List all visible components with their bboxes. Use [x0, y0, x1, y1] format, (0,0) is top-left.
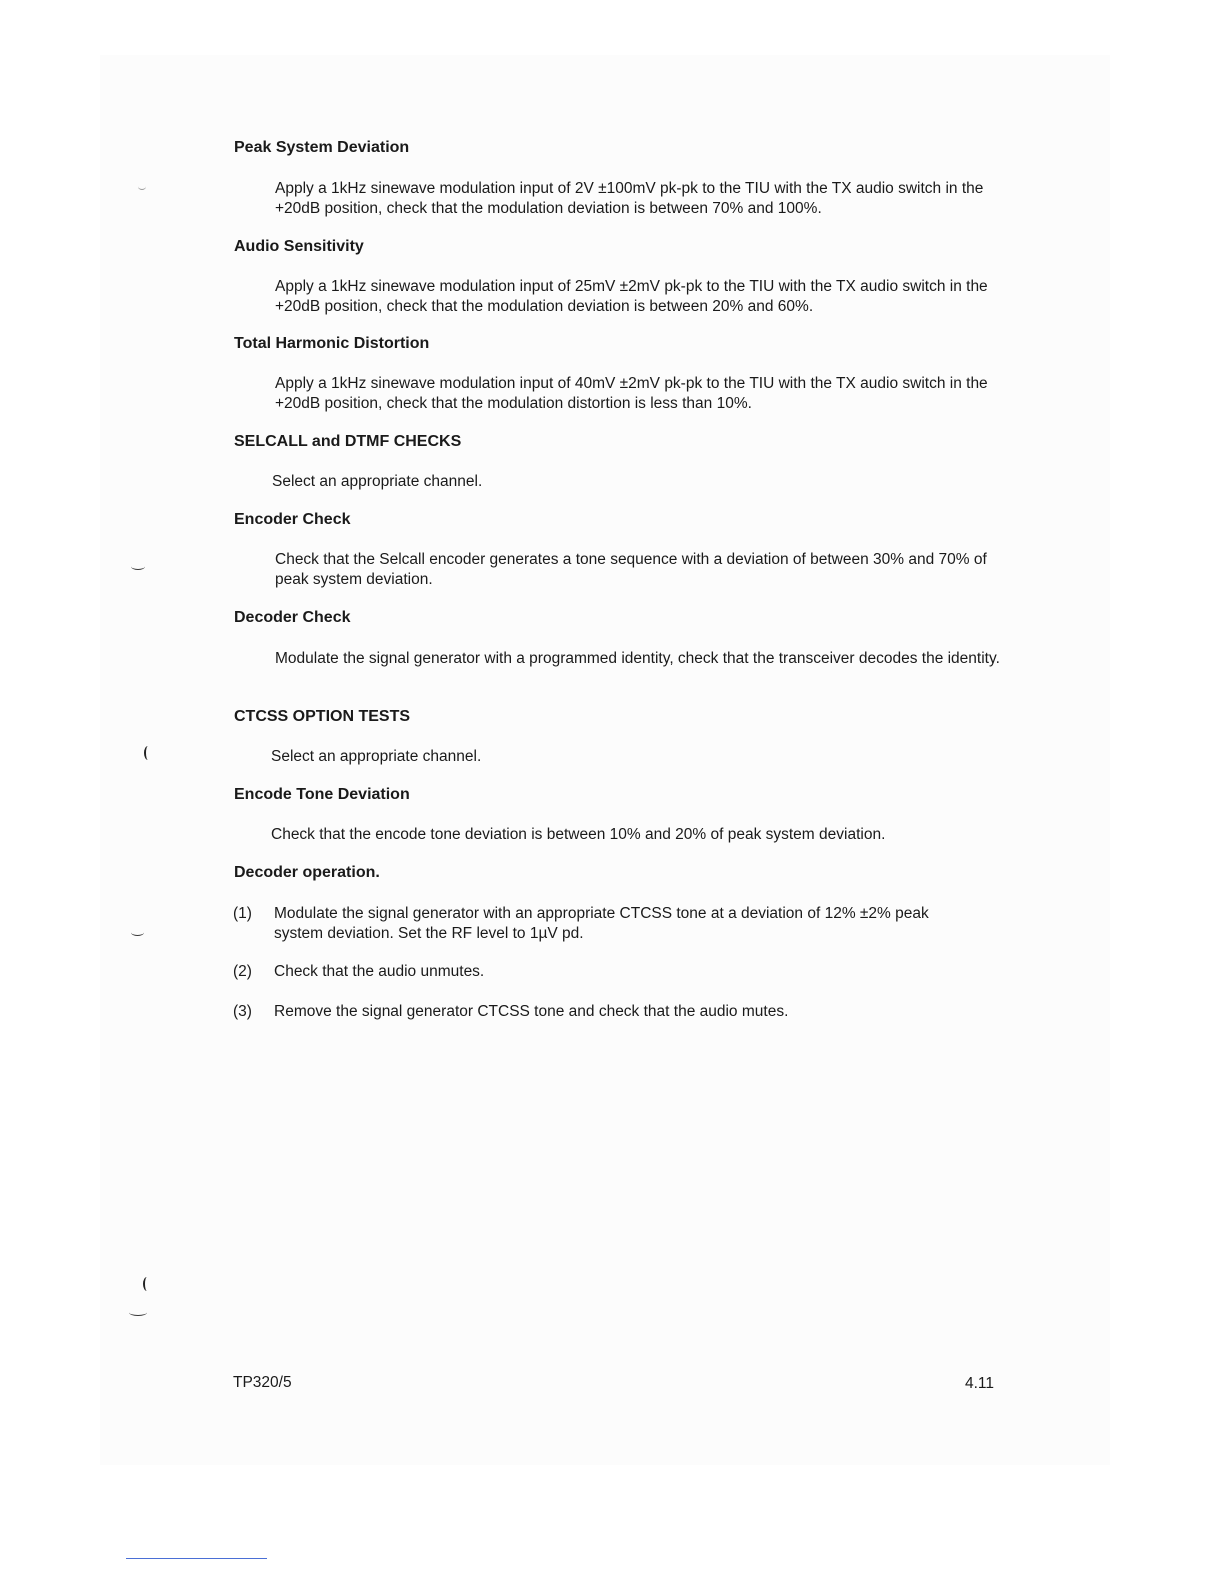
bottom-rule [126, 1558, 267, 1559]
binding-mark [131, 929, 144, 936]
section-heading: Encode Tone Deviation [234, 786, 410, 803]
binding-mark [131, 563, 145, 570]
section-heading: CTCSS OPTION TESTS [234, 708, 411, 725]
footer-doc-id: TP320/5 [233, 1374, 292, 1391]
section-body: Modulate the signal generator with a programmed identity, check that the transceiver decodes the identity. [275, 650, 1000, 667]
step-number: (2) [233, 963, 252, 980]
section-heading: Decoder operation. [234, 864, 380, 881]
section-body: Select an appropriate channel. [272, 473, 483, 490]
section-body: Apply a 1kHz sinewave modulation input of 25mV ±2mV pk-pk to the TIU with the TX audio switch in the +20dB position, check that the modulation deviation is between 20% and 60%. [275, 278, 988, 315]
footer-page-number: 4.11 [965, 1375, 995, 1392]
step-text: Remove the signal generator CTCSS tone and check that the audio mutes. [274, 1003, 789, 1020]
section-heading: Encoder Check [234, 511, 351, 528]
section-heading: Peak System Deviation [234, 139, 410, 156]
section-heading: Total Harmonic Distortion [234, 335, 430, 352]
section-body: Select an appropriate channel. [271, 748, 482, 765]
step-number: (3) [233, 1003, 252, 1020]
section-body: Check that the encode tone deviation is between 10% and 20% of peak system deviation. [271, 826, 886, 843]
section-body: Check that the Selcall encoder generates a tone sequence with a deviation of between 30% and 70% of peak system deviation. [275, 551, 987, 588]
step-text: Check that the audio unmutes. [274, 963, 485, 980]
section-heading: SELCALL and DTMF CHECKS [234, 433, 462, 450]
binding-mark [129, 1309, 147, 1316]
step-text: Modulate the signal generator with an appropriate CTCSS tone at a deviation of 12% ±2% peak system deviation. Set the RF level to 1µV pd. [274, 905, 929, 942]
binding-mark [143, 1277, 151, 1291]
section-body: Apply a 1kHz sinewave modulation input of 40mV ±2mV pk-pk to the TIU with the TX audio switch in the +20dB position, check that the modulation distortion is less than 10%. [275, 375, 988, 412]
step-number: (1) [233, 905, 252, 922]
binding-mark [144, 746, 152, 760]
section-body: Apply a 1kHz sinewave modulation input of 2V ±100mV pk-pk to the TIU with the TX audio switch in the +20dB position, check that the modulation deviation is between 70% and 100%. [275, 180, 984, 217]
section-heading: Decoder Check [234, 609, 351, 626]
section-heading: Audio Sensitivity [234, 238, 364, 255]
binding-mark [138, 183, 146, 190]
